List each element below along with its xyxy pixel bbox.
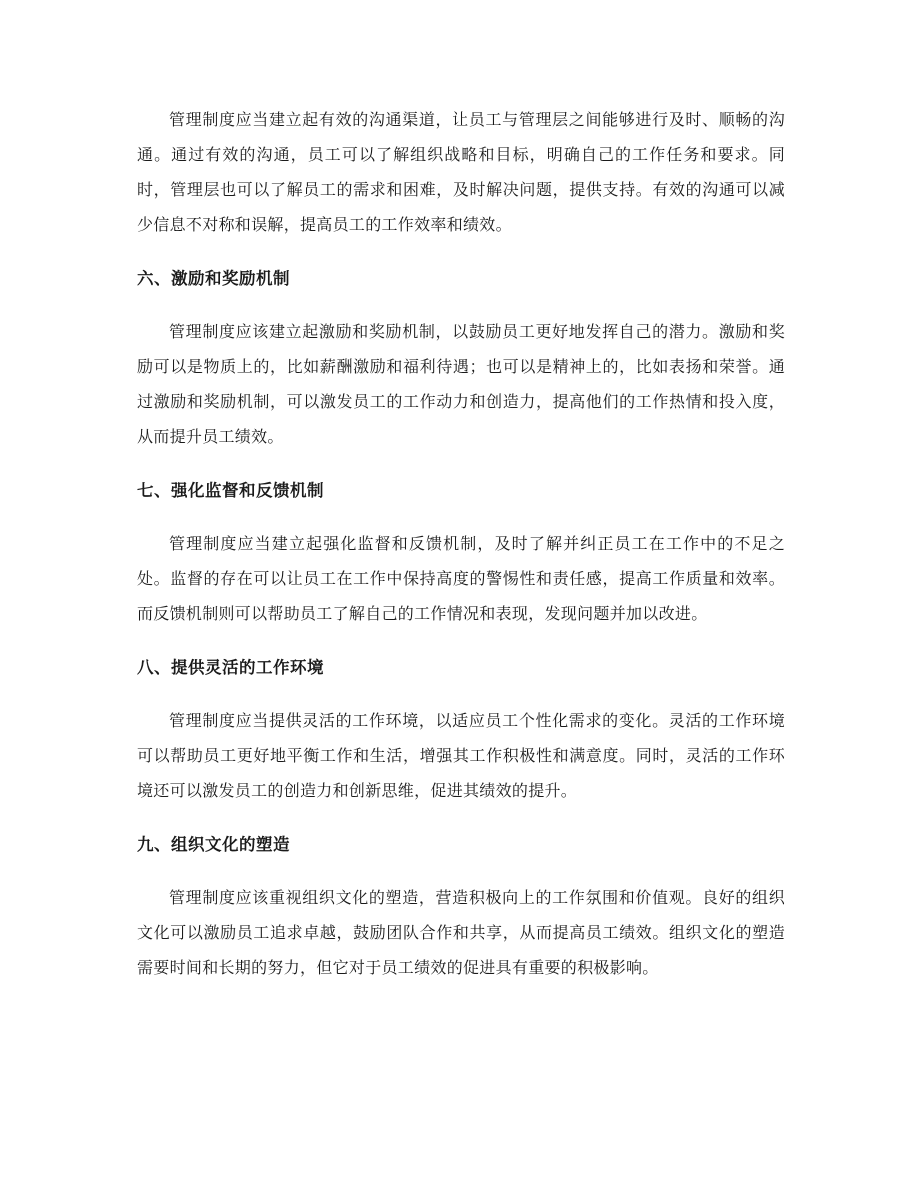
paragraph-communication: 管理制度应当建立起有效的沟通渠道，让员工与管理层之间能够进行及时、顺畅的沟通。通过有效的沟通，员工可以了解组织战略和目标，明确自己的工作任务和要求。同时，管理层也可以了解员工的需求和困难，及时解决问题，提供支持。有效的沟通可以减少信息不对称和误解，提高员工的工作效率和绩效。 xyxy=(137,110,785,234)
paragraph-org-culture: 管理制度应该重视组织文化的塑造，营造积极向上的工作氛围和价值观。良好的组织文化可以激励员工追求卓越，鼓励团队合作和共享，从而提高员工绩效。组织文化的塑造需要时间和长期的努力，但它对于员工绩效的促进具有重要的积极影响。 xyxy=(137,888,785,977)
paragraph-flexible-environment: 管理制度应当提供灵活的工作环境，以适应员工个性化需求的变化。灵活的工作环境可以帮助员工更好地平衡工作和生活，增强其工作积极性和满意度。同时，灵活的工作环境还可以激发员工的创造力和创新思维，促进其绩效的提升。 xyxy=(137,711,785,800)
paragraph-supervision: 管理制度应当建立起强化监督和反馈机制，及时了解并纠正员工在工作中的不足之处。监督的存在可以让员工在工作中保持高度的警惕性和责任感，提高工作质量和效率。而反馈机制则可以帮助员工了解自己的工作情况和表现，发现问题并加以改进。 xyxy=(137,534,785,623)
heading-supervision: 七、强化监督和反馈机制 xyxy=(137,481,324,500)
heading-incentives: 六、激励和奖励机制 xyxy=(137,269,290,288)
heading-flexible-environment: 八、提供灵活的工作环境 xyxy=(137,658,324,677)
paragraph-incentives: 管理制度应该建立起激励和奖励机制，以鼓励员工更好地发挥自己的潜力。激励和奖励可以是物质上的，比如薪酬激励和福利待遇；也可以是精神上的，比如表扬和荣誉。通过激励和奖励机制，可以激发员工的工作动力和创造力，提高他们的工作热情和投入度，从而提升员工绩效。 xyxy=(137,322,785,446)
document-page xyxy=(137,102,785,985)
heading-org-culture: 九、组织文化的塑造 xyxy=(137,835,290,854)
